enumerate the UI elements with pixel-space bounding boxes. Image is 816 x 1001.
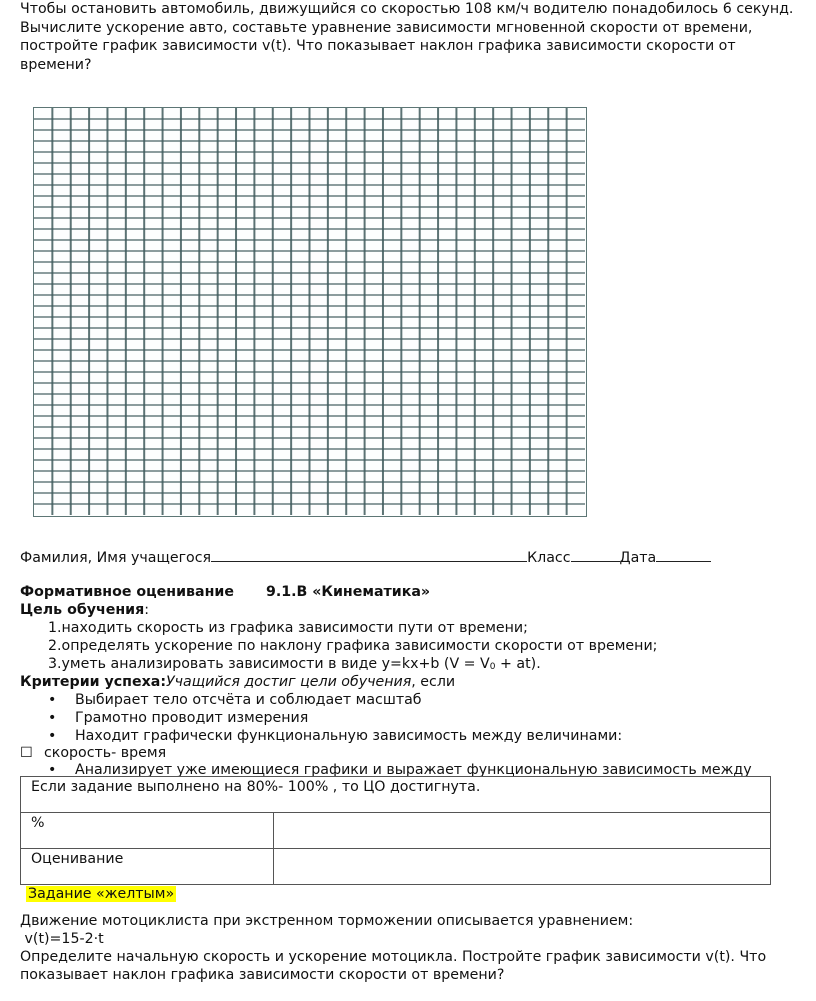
criteria-text: Анализирует уже имеющиеся графики и выражает функциональную зависимость между: [75, 762, 752, 778]
bullet-icon: •: [48, 728, 57, 744]
checkbox-icon[interactable]: ☐: [20, 745, 33, 761]
criteria-intro-tail: , если: [411, 674, 456, 690]
criteria-item: [48, 709, 308, 727]
table-row: [21, 849, 771, 885]
checkbox-item: [20, 744, 166, 762]
yellow-task-label: Задание «желтым»: [28, 886, 175, 902]
moto-equation: v(t)=15-2·t: [20, 931, 104, 947]
grade-label-cell: Оценивание: [21, 849, 274, 885]
criteria-item: [48, 691, 422, 709]
moto-task-line: Определите начальную скорость и ускорение мотоцикла. Постройте график зависимости v(t). Что: [20, 949, 767, 965]
bullet-icon: •: [48, 692, 57, 708]
task-line: постройте график зависимости v(t). Что показывает наклон графика зависимости скорости от: [20, 38, 736, 55]
bullet-icon: •: [48, 762, 57, 778]
criteria-text: Грамотно проводит измерения: [75, 710, 309, 726]
goal-item-tail: + at).: [495, 656, 541, 672]
student-name-field[interactable]: [211, 547, 527, 562]
grid-lines: [34, 108, 585, 515]
goal-colon: :: [144, 602, 149, 618]
assessment-heading: [20, 583, 430, 601]
task-line: Вычислите ускорение авто, составьте уравнение зависимости мгновенной скорости от времени,: [20, 19, 753, 36]
task-text-car: [20, 0, 810, 74]
criteria-text: Находит графически функциональную зависимость между величинами:: [75, 728, 623, 744]
graph-paper-grid[interactable]: [33, 107, 587, 517]
table-header-cell: Если задание выполнено на 80%- 100% , то ЦО достигнута.: [21, 777, 771, 813]
goal-heading: [20, 601, 149, 619]
student-info-line: [20, 547, 711, 567]
checkbox-item-label: скорость- время: [44, 745, 167, 761]
criteria-item: [48, 727, 622, 745]
task-line: времени?: [20, 56, 92, 73]
moto-task-line: показывает наклон графика зависимости скорости от времени?: [20, 967, 505, 983]
student-name-label: Фамилия, Имя учащегося: [20, 550, 212, 566]
goal-label: Цель обучения: [20, 602, 145, 618]
goal-item: 1.находить скорость из графика зависимости пути от времени;: [48, 620, 528, 636]
goal-subscript: 0: [489, 662, 496, 672]
goal-item-text: 3.уметь анализировать зависимости в виде y=kx+b (V = V: [48, 656, 490, 672]
yellow-task-label-row: [26, 885, 176, 903]
grade-value-cell[interactable]: [274, 849, 771, 885]
criteria-text: Выбирает тело отсчёта и соблюдает масштаб: [75, 692, 422, 708]
assessment-table: [20, 776, 771, 885]
class-field[interactable]: [571, 547, 620, 562]
goal-item: 2.определять ускорение по наклону графика зависимости скорости от времени;: [48, 638, 658, 654]
table-row: [21, 777, 771, 813]
task-line: Чтобы остановить автомобиль, движущийся со скоростью 108 км/ч водителю понадобилось 6 секунд.: [20, 1, 794, 17]
date-field[interactable]: [656, 547, 711, 562]
percent-label-cell: %: [21, 813, 274, 849]
date-label: Дата: [619, 550, 657, 566]
table-row: [21, 813, 771, 849]
assessment-topic: 9.1.В «Кинематика»: [265, 584, 431, 600]
class-label: Класс: [527, 550, 571, 566]
percent-value-cell[interactable]: [274, 813, 771, 849]
criteria-intro: Учащийся достиг цели обучения: [166, 674, 412, 690]
moto-task-line: Движение мотоциклиста при экстренном торможении описывается уравнением:: [20, 913, 634, 929]
criteria-label: Критерии успеха:: [20, 674, 166, 690]
bullet-icon: •: [48, 710, 57, 726]
assessment-title: Формативное оценивание: [20, 584, 234, 600]
criteria-heading: [20, 673, 455, 691]
